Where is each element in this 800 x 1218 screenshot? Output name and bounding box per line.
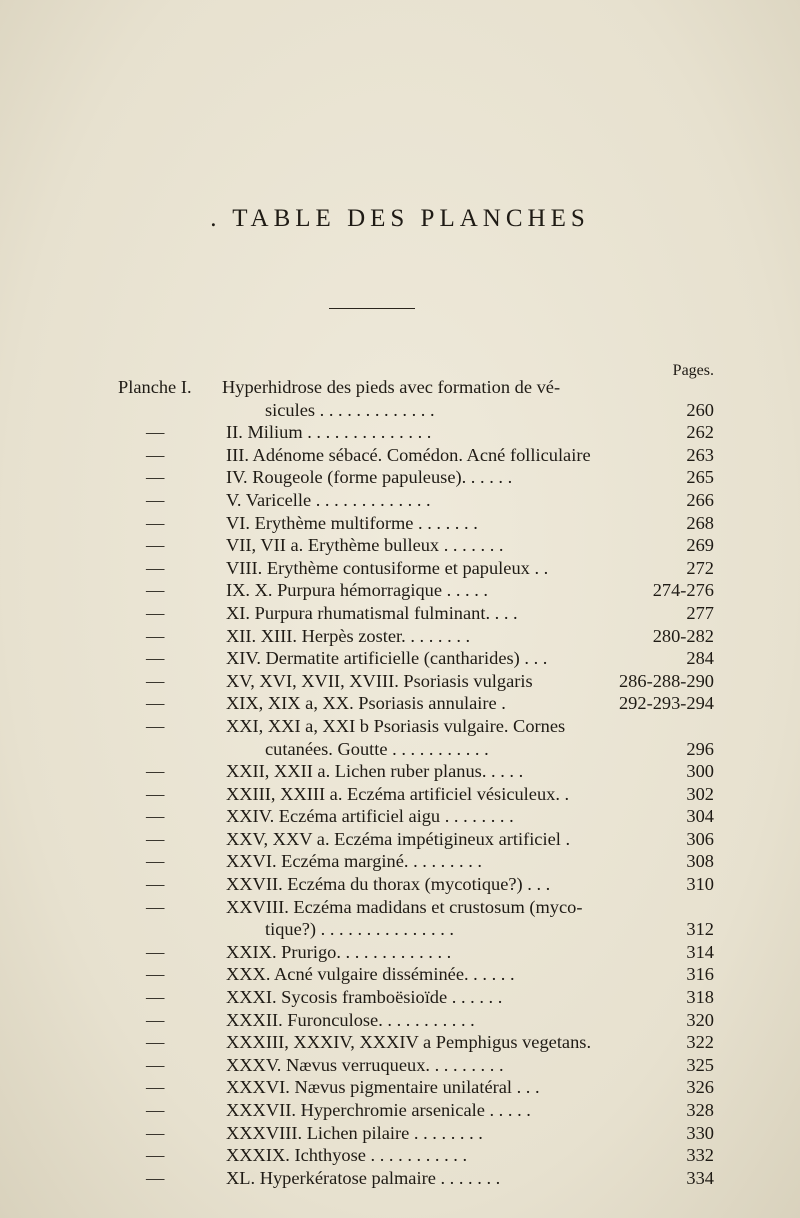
toc-plate-label: — — [146, 693, 165, 714]
toc-entry-title: XL. Hyperkératose palmaire . . . . . . . — [226, 1167, 501, 1188]
toc-row — [118, 489, 714, 512]
toc-row — [118, 873, 714, 896]
toc-plate-label: — — [146, 806, 165, 827]
toc-plate-label: — — [146, 783, 165, 804]
toc-plate-label: Planche I. — [118, 377, 192, 397]
toc-page-number: 325 — [686, 1054, 714, 1075]
toc-entry-title: Hyperhidrose des pieds avec formation de vé- — [222, 377, 561, 397]
toc-row — [118, 534, 714, 557]
toc-row — [118, 986, 714, 1009]
toc-entry-title: XXI, XXI a, XXI b Psoriasis vulgaire. Cornes — [226, 715, 566, 736]
toc-plate-label: — — [146, 625, 165, 646]
toc-plate-label: — — [146, 941, 165, 962]
toc-entry-title: XXII, XXII a. Lichen ruber planus. . . . . — [226, 761, 524, 782]
toc-page-number: 306 — [686, 828, 714, 849]
toc-plate-label: — — [146, 1100, 165, 1120]
toc-entry-title: XXXVI. Nævus pigmentaire unilatéral . . . — [226, 1077, 540, 1098]
toc-row — [118, 1054, 714, 1077]
toc-row — [118, 783, 714, 806]
toc-page-number: 268 — [686, 512, 714, 533]
toc-page-number: 322 — [686, 1032, 714, 1053]
toc-plate-label: — — [146, 715, 165, 736]
toc-entry-title: XXXIX. Ichthyose . . . . . . . . . . . — [226, 1145, 468, 1166]
toc-entry-title: XXIV. Eczéma artificiel aigu . . . . . . . . — [226, 806, 514, 827]
toc-row — [118, 557, 714, 580]
toc-entry-title: XV, XVI, XVII, XVIII. Psoriasis vulgaris — [226, 670, 533, 691]
toc-row — [118, 738, 714, 761]
toc-plate-label: — — [146, 602, 165, 623]
toc-page-number: 277 — [686, 602, 714, 623]
toc-row — [118, 399, 714, 422]
toc-page-number: 280-282 — [652, 625, 714, 646]
title-rule — [329, 308, 415, 309]
toc-entry-continuation: sicules . . . . . . . . . . . . . — [265, 399, 435, 420]
toc-row — [118, 828, 714, 851]
toc-plate-label: — — [146, 1145, 165, 1166]
toc-entry-title: II. Milium . . . . . . . . . . . . . . — [226, 422, 432, 443]
toc-row — [118, 376, 714, 399]
toc-row — [118, 850, 714, 873]
toc-entry-title: XXVI. Eczéma marginé. . . . . . . . . — [226, 851, 483, 872]
toc-plate-label: — — [146, 987, 165, 1008]
toc-entry-title: VI. Erythème multiforme . . . . . . . — [226, 512, 478, 533]
toc-plate-label: — — [146, 422, 165, 443]
toc-page-number: 326 — [686, 1077, 714, 1098]
toc-page-number: 274-276 — [652, 580, 714, 601]
toc-row — [118, 918, 714, 941]
toc-entry-title: XXVII. Eczéma du thorax (mycotique?) . . . — [226, 874, 551, 895]
toc-plate-label: — — [146, 874, 165, 895]
toc-entry-title: XIX, XIX a, XX. Psoriasis annulaire . — [226, 693, 506, 714]
toc-plate-label: — — [146, 1122, 165, 1143]
toc-page-number: 310 — [686, 874, 714, 895]
toc-entry-title: XI. Purpura rhumatismal fulminant. . . . — [226, 602, 518, 623]
toc-entry-title: XXXV. Nævus verruqueux. . . . . . . . . — [226, 1054, 504, 1075]
toc-entry-title: VIII. Erythème contusiforme et papuleux . . — [226, 557, 549, 578]
toc-row — [118, 602, 714, 625]
toc-page-number: 265 — [686, 467, 714, 488]
toc-row — [118, 670, 714, 693]
toc-row — [118, 963, 714, 986]
toc-plate-label: — — [146, 1009, 165, 1030]
toc-plate-label: — — [146, 851, 165, 872]
toc-page-number: 263 — [686, 444, 714, 465]
toc-row — [118, 512, 714, 535]
toc-page-number: 296 — [686, 738, 714, 759]
toc-entry-continuation: cutanées. Goutte . . . . . . . . . . . — [265, 738, 489, 759]
toc-plate-label: — — [146, 1054, 165, 1075]
toc-page-number: 330 — [686, 1122, 714, 1143]
toc-row — [118, 1076, 714, 1099]
toc-plate-label: — — [146, 512, 165, 533]
toc-plate-label: — — [146, 896, 165, 917]
toc-entry-title: XXXVII. Hyperchromie arsenicale . . . . . — [226, 1100, 531, 1120]
toc-page-number: 260 — [686, 399, 714, 420]
toc-entry-title: XXXVIII. Lichen pilaire . . . . . . . . — [226, 1122, 483, 1143]
toc-entry-title: VII, VII a. Erythème bulleux . . . . . . . — [226, 535, 504, 556]
toc-row — [118, 1122, 714, 1145]
toc-entry-title: IV. Rougeole (forme papuleuse). . . . . . — [226, 467, 513, 488]
toc-row — [118, 466, 714, 489]
toc-entry-title: XXIII, XXIII a. Eczéma artificiel vésiculeux. . — [226, 783, 570, 804]
toc-plate-label: — — [146, 828, 165, 849]
toc-row — [118, 1031, 714, 1054]
toc-row — [118, 941, 714, 964]
toc-entry-title: XXVIII. Eczéma madidans et crustosum (myco- — [226, 896, 583, 917]
toc-page-number: 300 — [686, 761, 714, 782]
toc-plate-label: — — [146, 670, 165, 691]
toc-plate-label: — — [146, 964, 165, 985]
toc-plate-label: — — [146, 467, 165, 488]
toc-row — [118, 1009, 714, 1032]
toc-row — [118, 625, 714, 648]
toc-entry-title: XXXI. Sycosis framboësioïde . . . . . . — [226, 987, 503, 1008]
toc-row — [118, 1099, 714, 1122]
plates-table-of-contents — [118, 376, 714, 1189]
toc-entry-title: XXIX. Prurigo. . . . . . . . . . . . . — [226, 941, 452, 962]
toc-plate-label: — — [146, 489, 165, 510]
toc-page-number: 284 — [686, 648, 714, 669]
toc-plate-label: — — [146, 444, 165, 465]
toc-page-number: 320 — [686, 1009, 714, 1030]
toc-entry-title: XXX. Acné vulgaire disséminée. . . . . . — [226, 964, 515, 985]
toc-row — [118, 896, 714, 919]
toc-row — [118, 421, 714, 444]
toc-page-number: 328 — [686, 1100, 714, 1120]
pages-column-header: Pages. — [672, 362, 714, 379]
toc-page-number: 332 — [686, 1145, 714, 1166]
toc-page-number: 334 — [686, 1167, 714, 1188]
toc-plate-label: — — [146, 1077, 165, 1098]
toc-page-number: 266 — [686, 489, 714, 510]
toc-page-number: 272 — [686, 557, 714, 578]
toc-page-number: 262 — [686, 422, 714, 443]
toc-page-number: 318 — [686, 987, 714, 1008]
toc-row — [118, 579, 714, 602]
toc-plate-label: — — [146, 1032, 165, 1053]
toc-page-number: 302 — [686, 783, 714, 804]
toc-row — [118, 692, 714, 715]
toc-page-number: 304 — [686, 806, 714, 827]
toc-entry-title: XII. XIII. Herpès zoster. . . . . . . . — [226, 625, 471, 646]
page-title: . TABLE DES PLANCHES — [210, 205, 590, 232]
toc-page-number: 314 — [686, 941, 714, 962]
toc-plate-label: — — [146, 535, 165, 556]
toc-page-number: 312 — [686, 919, 714, 940]
toc-entry-title: V. Varicelle . . . . . . . . . . . . . — [226, 489, 431, 510]
toc-page-number: 286-288-290 — [618, 670, 714, 691]
toc-entry-title: XXXII. Furonculose. . . . . . . . . . . — [226, 1009, 475, 1030]
toc-page-number: 308 — [686, 851, 714, 872]
toc-page-number: 292-293-294 — [618, 693, 714, 714]
toc-entry-title: XIV. Dermatite artificielle (cantharides) . . . — [226, 648, 548, 669]
toc-entry-title: III. Adénome sébacé. Comédon. Acné folliculaire — [226, 444, 591, 465]
toc-plate-label: — — [146, 648, 165, 669]
toc-plate-label: — — [146, 761, 165, 782]
toc-plate-label: — — [146, 580, 165, 601]
toc-row — [118, 1167, 714, 1190]
toc-page-number: 316 — [686, 964, 714, 985]
toc-entry-continuation: tique?) . . . . . . . . . . . . . . . — [265, 919, 454, 940]
toc-row — [118, 1144, 714, 1167]
toc-row — [118, 444, 714, 467]
toc-plate-label: — — [146, 557, 165, 578]
toc-entry-title: XXV, XXV a. Eczéma impétigineux artificiel . — [226, 828, 571, 849]
toc-row — [118, 647, 714, 670]
toc-entry-title: XXXIII, XXXIV, XXXIV a Pemphigus vegetans. — [226, 1032, 592, 1053]
toc-row — [118, 805, 714, 828]
toc-row — [118, 760, 714, 783]
toc-plate-label: — — [146, 1167, 165, 1188]
toc-page-number: 269 — [686, 535, 714, 556]
toc-entry-title: IX. X. Purpura hémorragique . . . . . — [226, 580, 489, 601]
toc-row — [118, 715, 714, 738]
